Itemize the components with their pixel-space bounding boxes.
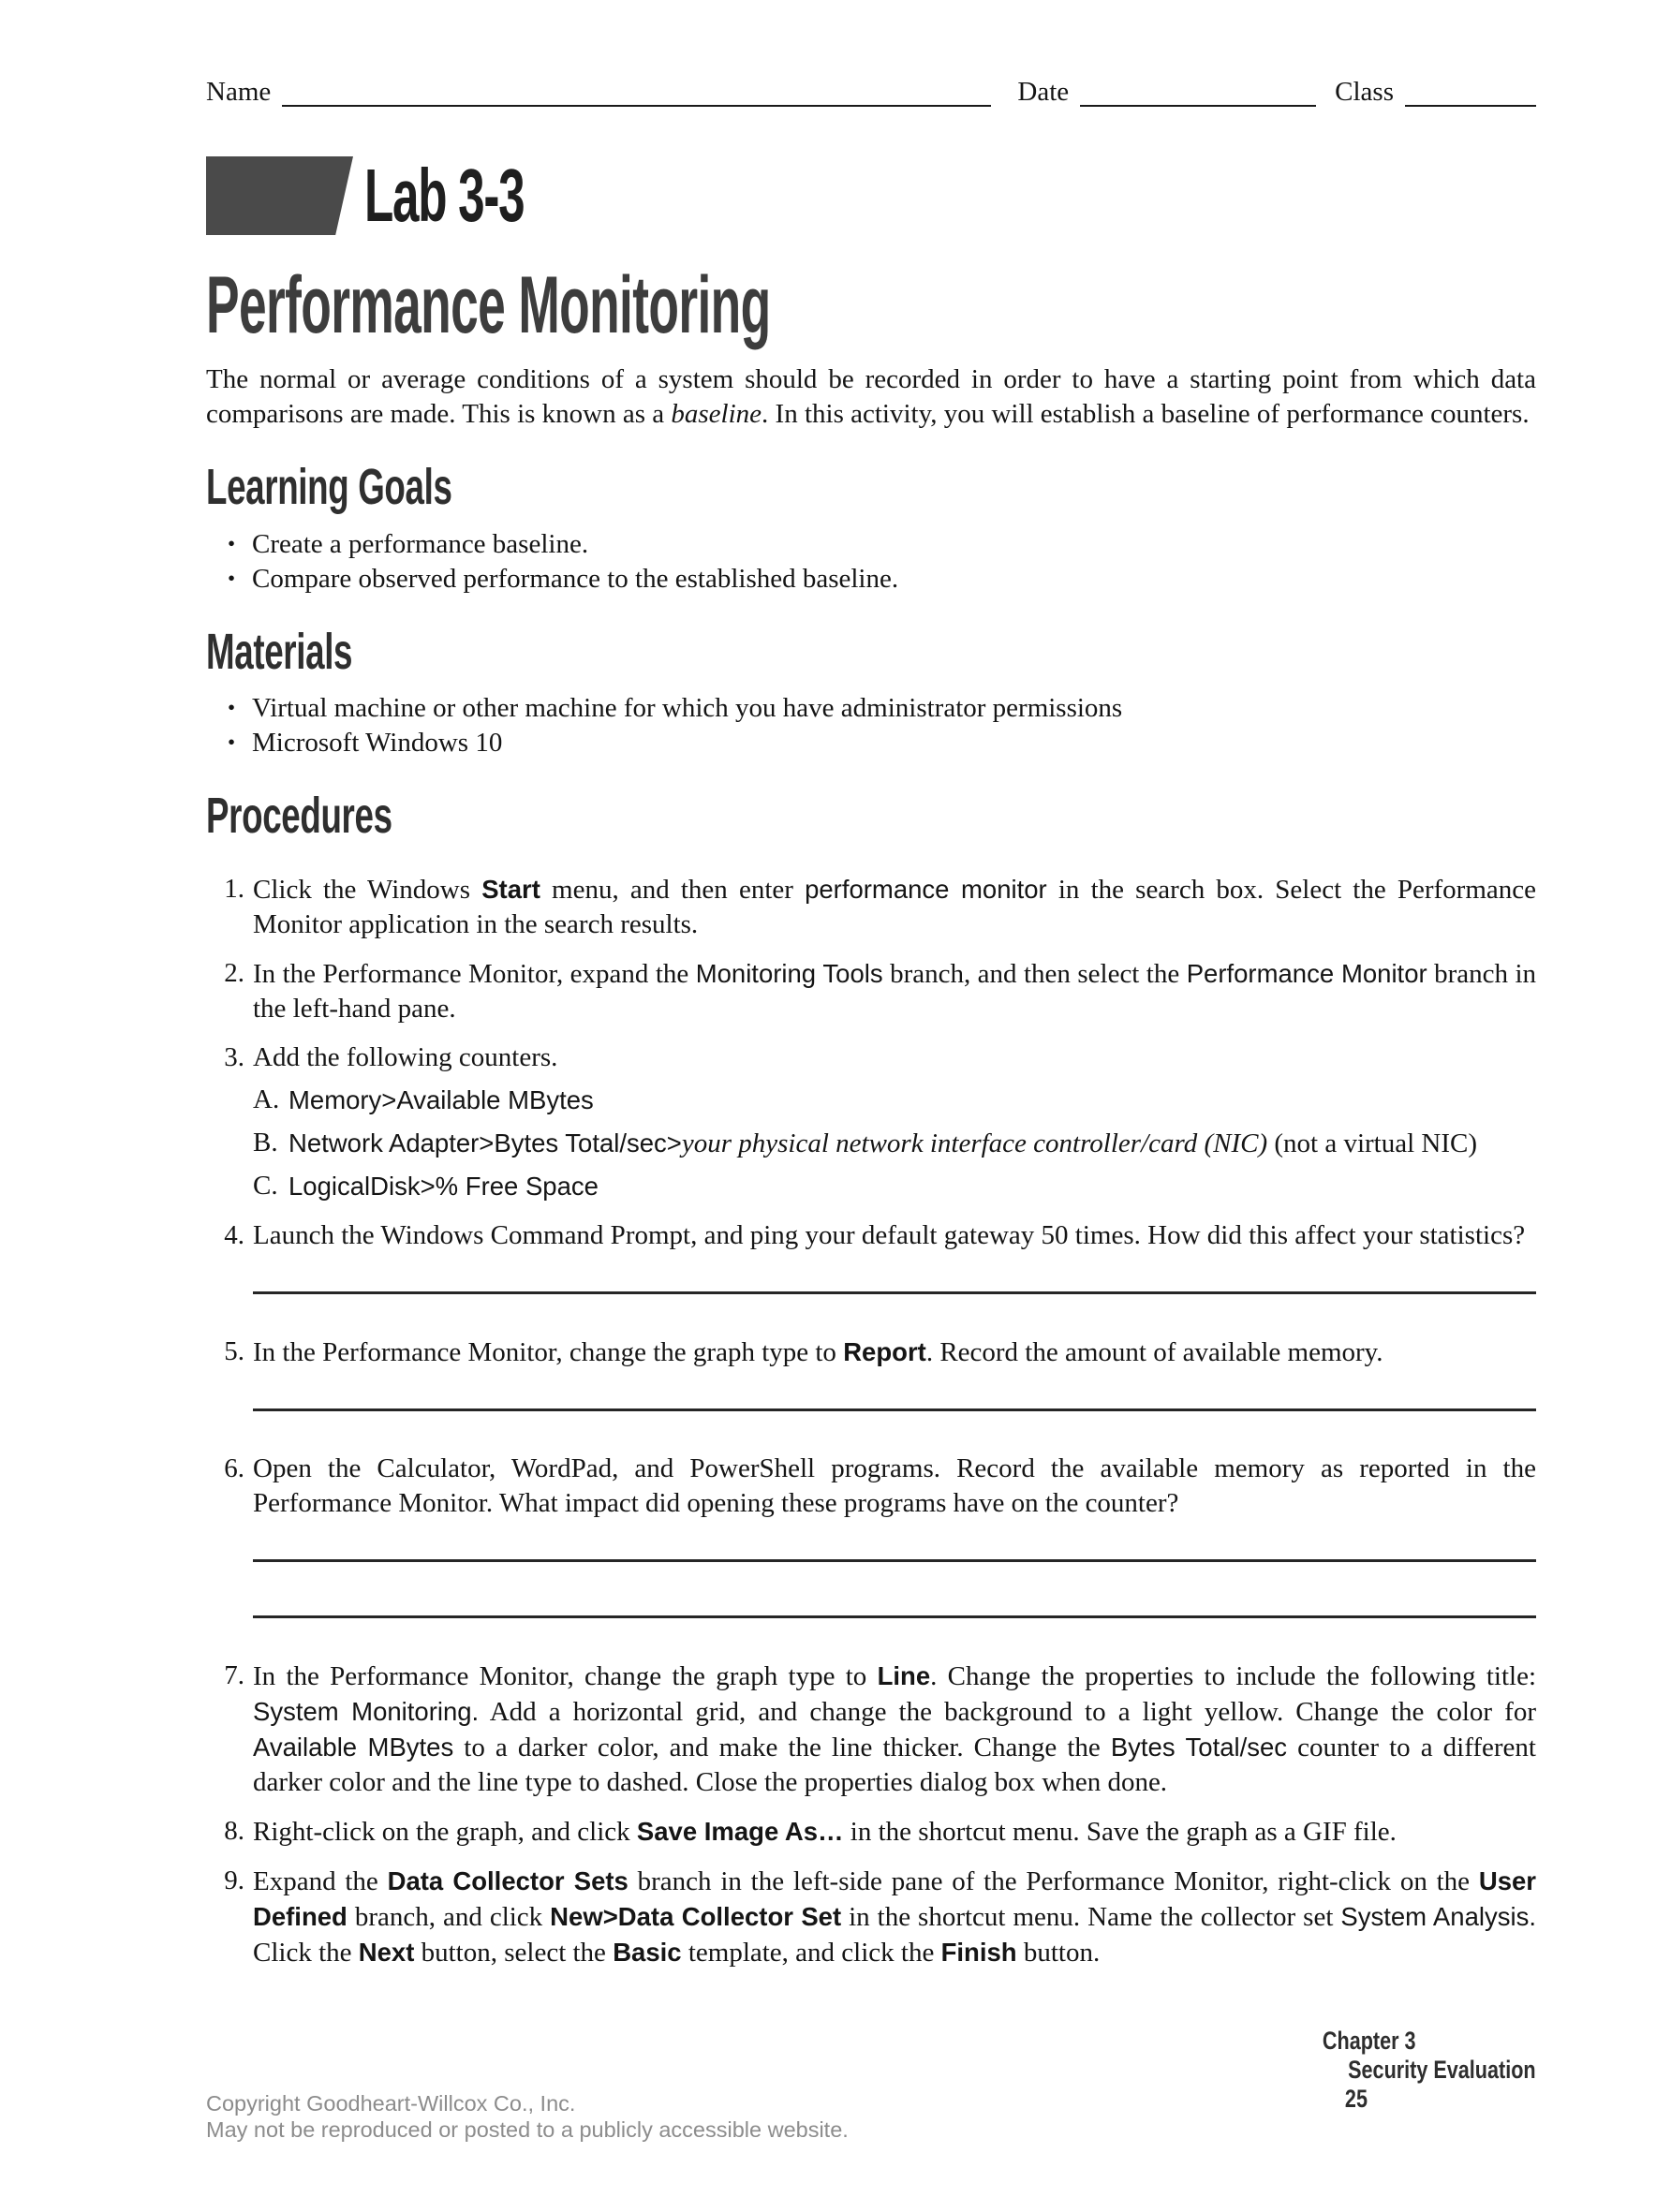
learning-goals-heading: Learning Goals <box>206 459 452 516</box>
bullet-item: • Virtual machine or other machine for which you have administrator permissions <box>206 691 1536 726</box>
section-label: Security Evaluation <box>1348 2056 1536 2084</box>
text-segment: Next <box>358 1938 415 1968</box>
chapter-label: Chapter 3 <box>1323 2027 1416 2055</box>
text-segment: branch in the left-hand pane. <box>253 959 1536 1025</box>
text-segment: Line <box>877 1661 931 1691</box>
step-number: 8. <box>224 1816 244 1847</box>
bullet-item: • Microsoft Windows 10 <box>206 726 1536 760</box>
text-segment: button, select the <box>414 1938 614 1969</box>
text-segment: System Monitoring. <box>253 1697 480 1727</box>
text-segment: Open the Calculator, WordPad, and PowerShell programs. Record the available memory as reported in the Performance Monitor. What impact did opening these programs have on the counter? <box>253 1453 1536 1519</box>
text-segment: menu, and then enter <box>540 875 806 906</box>
text-segment: . Change the properties to include the following title: <box>930 1661 1537 1692</box>
class-label: Class <box>1335 77 1394 107</box>
text-segment: Start <box>481 875 540 905</box>
text-segment: Data Collector Sets <box>387 1866 628 1896</box>
text-segment: your physical network interface controller/card (NIC) <box>681 1128 1268 1159</box>
text-segment: Save Image As… <box>636 1817 844 1847</box>
step-text <box>253 956 1536 1026</box>
sub-item-text <box>288 1126 1536 1161</box>
text-segment: performance monitor <box>805 875 1047 905</box>
text-segment: New>Data Collector Set <box>550 1902 842 1932</box>
text-segment: Basic <box>613 1938 682 1968</box>
text-segment: counter to a different darker color and the line type to dashed. Close the properties dialog box when done. <box>253 1733 1536 1798</box>
sub-item-letter: C. <box>253 1171 278 1202</box>
text-segment: Add a horizontal grid, and change the background to a light yellow. Change the color for <box>479 1697 1536 1728</box>
text-segment: to a darker color, and make the line thicker. Change the <box>453 1733 1111 1763</box>
step-body <box>253 872 1536 942</box>
step-text <box>253 1040 1536 1075</box>
answer-blank-line <box>253 1408 1536 1411</box>
step-text <box>253 1335 1536 1370</box>
text-segment: Performance Monitor <box>1186 959 1427 989</box>
step-text <box>253 872 1536 942</box>
text-segment: Right-click on the graph, and click <box>253 1817 637 1848</box>
bullet-item: • Create a performance baseline. <box>206 527 1536 562</box>
step-body <box>253 1659 1536 1800</box>
answer-blank-line <box>253 1291 1536 1294</box>
text-segment: In the Performance Monitor, expand the <box>253 959 696 990</box>
text-segment: Memory>Available MBytes <box>288 1085 594 1115</box>
text-segment: Finish <box>940 1938 1017 1968</box>
chapter-page-info <box>1289 1998 1536 2143</box>
page-footer <box>206 1998 1536 2143</box>
text-segment: in the shortcut menu. Save the graph as a GIF file. <box>843 1817 1397 1848</box>
copyright-line-1: Copyright Goodheart-Willcox Co., Inc. <box>206 2091 576 2116</box>
text-segment: In the Performance Monitor, change the graph type to <box>253 1661 878 1692</box>
procedure-step <box>206 1452 1536 1644</box>
procedure-step <box>206 1814 1536 1850</box>
step-number: 6. <box>224 1453 244 1484</box>
page-title: Performance Monitoring <box>206 260 771 350</box>
text-segment: System Analysis. <box>1340 1902 1536 1932</box>
step-number: 2. <box>224 958 244 989</box>
step-text <box>253 1814 1536 1850</box>
step-sub-item <box>253 1126 1536 1161</box>
step-text <box>253 1659 1536 1800</box>
page-number: 25 <box>1345 2085 1368 2113</box>
step-body <box>253 1814 1536 1850</box>
sub-item-text <box>288 1083 1536 1118</box>
procedure-step <box>206 1040 1536 1204</box>
step-body <box>253 1452 1536 1644</box>
text-segment: (not a virtual NIC) <box>1267 1128 1478 1159</box>
text-segment: Expand the <box>253 1866 388 1897</box>
text-segment: Report <box>843 1337 926 1367</box>
procedure-step <box>206 1218 1536 1320</box>
fill-in-header <box>206 75 1536 108</box>
procedure-step <box>206 1335 1536 1438</box>
text-segment: button. <box>1016 1938 1101 1969</box>
text-segment: LogicalDisk>% Free Space <box>288 1172 599 1202</box>
copyright-notice <box>206 2090 849 2143</box>
step-number: 5. <box>224 1336 244 1367</box>
procedure-step <box>206 872 1536 942</box>
text-segment: branch in the left-side pane of the Performance Monitor, right-click on the <box>628 1866 1479 1897</box>
text-segment: in the shortcut menu. Name the collector set <box>841 1902 1341 1933</box>
sub-item-text <box>288 1169 1536 1204</box>
text-segment: Click the <box>253 1938 359 1969</box>
procedure-step <box>206 1659 1536 1800</box>
step-number: 1. <box>224 874 244 905</box>
text-segment: baseline <box>671 399 762 430</box>
bullet-item: • Compare observed performance to the established baseline. <box>206 562 1536 597</box>
text-segment: in the search box. Select the Performance Monitor application in the search results. <box>253 875 1537 940</box>
procedure-step <box>206 956 1536 1026</box>
text-segment: The normal or average conditions of a system should be recorded in order to have a starting point from which data comparisons are made. This is known as a <box>206 364 1536 430</box>
step-body <box>253 1864 1536 1970</box>
procedures-steps <box>206 872 1536 1970</box>
answer-blank-line <box>253 1615 1536 1618</box>
step-text <box>253 1864 1536 1970</box>
text-segment: Monitoring Tools <box>695 959 883 989</box>
date-blank-line <box>1080 75 1316 107</box>
text-segment: branch, and then select the <box>882 959 1187 990</box>
step-number: 4. <box>224 1220 244 1251</box>
materials-list <box>206 691 1536 760</box>
lab-badge-label: Lab 3-3 <box>364 154 525 237</box>
copyright-line-2: May not be reproduced or posted to a publicly accessible website. <box>206 2117 849 2142</box>
step-number: 9. <box>224 1865 244 1896</box>
lab-badge-trapezoid-shape <box>206 156 353 235</box>
text-segment: User Defined <box>253 1866 1536 1932</box>
class-blank-line <box>1405 75 1536 107</box>
materials-heading: Materials <box>206 623 353 680</box>
text-segment: Available MBytes <box>253 1733 454 1762</box>
text-segment: Bytes Total/sec <box>1110 1733 1288 1762</box>
text-segment: In the Performance Monitor, change the graph type to <box>253 1337 844 1368</box>
step-sub-item <box>253 1169 1536 1204</box>
text-segment: Network Adapter>Bytes Total/sec> <box>288 1128 682 1158</box>
lab-badge <box>206 156 1536 235</box>
text-segment: template, and click the <box>681 1938 941 1969</box>
step-text <box>253 1452 1536 1521</box>
procedure-step <box>206 1864 1536 1970</box>
intro-paragraph <box>206 362 1536 432</box>
step-body <box>253 956 1536 1026</box>
step-number: 3. <box>224 1042 244 1073</box>
sub-item-letter: A. <box>253 1084 280 1115</box>
text-segment: Add the following counters. <box>253 1042 558 1073</box>
text-segment: . Record the amount of available memory. <box>925 1337 1383 1368</box>
name-label: Name <box>206 77 272 107</box>
procedures-heading: Procedures <box>206 788 392 845</box>
text-segment: . In this activity, you will establish a baseline of performance counters. <box>762 399 1530 430</box>
step-number: 7. <box>224 1660 244 1691</box>
name-blank-line <box>282 75 991 107</box>
step-body <box>253 1040 1536 1204</box>
step-sub-item <box>253 1083 1536 1118</box>
learning-goals-list <box>206 527 1536 597</box>
step-body <box>253 1335 1536 1438</box>
step-body <box>253 1218 1536 1320</box>
text-segment: Click the Windows <box>253 875 482 906</box>
answer-blank-line <box>253 1559 1536 1562</box>
text-segment: Launch the Windows Command Prompt, and ping your default gateway 50 times. How did this affect your statistics? <box>253 1220 1526 1251</box>
text-segment: branch, and click <box>347 1902 551 1933</box>
date-label: Date <box>1017 77 1070 107</box>
step-text <box>253 1218 1536 1253</box>
sub-item-letter: B. <box>253 1128 278 1158</box>
